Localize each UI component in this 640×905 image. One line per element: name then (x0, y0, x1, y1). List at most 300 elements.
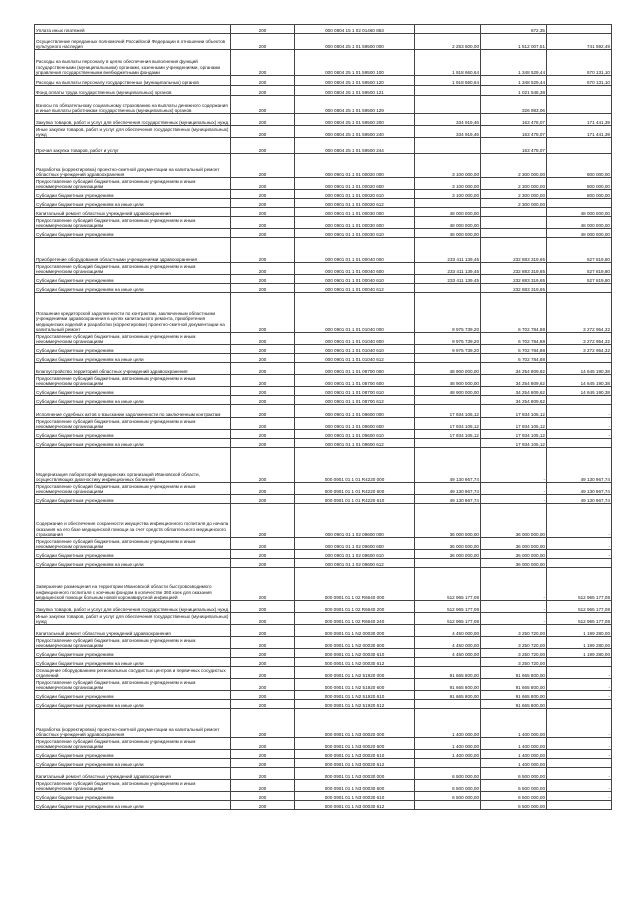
row-name-cell: Разработка (корректировка) проектно-сметной документации на капитальный ремонт областных учреждений здравоохранения (35, 709, 231, 738)
row-name-cell: Фонд оплаты труда государственных (муниципальных) органов (35, 86, 231, 96)
row-code-cell: 200 (231, 448, 295, 483)
row-executed-amount-cell: 326 983,06 (481, 96, 547, 114)
row-executed-amount-cell: - (481, 448, 547, 483)
row-unexecuted-amount-cell: 800 000,00 (547, 154, 612, 178)
row-approved-amount-cell (415, 354, 481, 363)
row-name-cell: Предоставление субсидий бюджетным, автономным учреждениям и иным некоммерческим организациям (35, 780, 231, 792)
row-classification-cell: 000 0901 01 1 01 R4220 000 (295, 448, 415, 483)
row-executed-amount-cell: 1 400 000,00 (481, 709, 547, 738)
row-approved-amount-cell: 233 411 139,45 (415, 275, 481, 284)
row-classification-cell: 000 0804 25 1 01 59500 121 (295, 86, 415, 96)
row-approved-amount-cell: 512 965 177,08 (415, 601, 481, 613)
row-code-cell: 200 (231, 229, 295, 238)
table-row (35, 568, 612, 601)
row-name-cell: Субсидии бюджетным учреждениям на иные цели (35, 199, 231, 208)
row-classification-cell: 000 0804 25 1 01 59500 244 (295, 138, 415, 154)
row-approved-amount-cell: 48 900 000,00 (415, 363, 481, 375)
row-classification-cell: 000 0901 01 1 01 00030 000 (295, 208, 415, 217)
table-row (35, 768, 612, 780)
row-code-cell: 200 (231, 550, 295, 559)
row-code-cell: 200 (231, 396, 295, 405)
row-name-cell: Расходы на выплаты персоналу в целях обеспечения выполнения функций государственными (муниципальными) органами, казенными учреждениями, органами управления государственными внебюджетными фондами (35, 50, 231, 76)
row-approved-amount-cell (415, 25, 481, 34)
table-row (35, 649, 612, 658)
row-name-cell: Предоставление субсидий бюджетным, автономным учреждениям и иным некоммерческим организациям (35, 538, 231, 550)
row-classification-cell: 000 0901 01 1 01 00030 600 (295, 217, 415, 229)
row-executed-amount-cell: 17 934 105,12 (481, 430, 547, 439)
row-code-cell: 200 (231, 709, 295, 738)
row-name-cell: Субсидии бюджетным учреждениям на иные цели (35, 759, 231, 768)
row-name-cell: Субсидии бюджетным учреждениям (35, 691, 231, 700)
row-unexecuted-amount-cell: - (547, 691, 612, 700)
row-executed-amount-cell: 1 348 529,44 (481, 76, 547, 86)
row-executed-amount-cell: 6 500 000,00 (481, 780, 547, 792)
table-row (35, 750, 612, 759)
row-classification-cell: 000 0901 01 1 N3 00020 610 (295, 750, 415, 759)
row-unexecuted-amount-cell: - (547, 538, 612, 550)
row-name-cell: Субсидии бюджетным учреждениям на иные цели (35, 284, 231, 293)
row-unexecuted-amount-cell: - (547, 430, 612, 439)
row-approved-amount-cell: 49 130 967,74 (415, 495, 481, 504)
row-unexecuted-amount-cell: - (547, 792, 612, 801)
row-code-cell: 200 (231, 568, 295, 601)
table-row (35, 700, 612, 709)
row-executed-amount-cell: 6 500 000,00 (481, 792, 547, 801)
row-classification-cell: 000 0901 01 1 N3 00020 000 (295, 709, 415, 738)
row-name-cell: Предоставление субсидий бюджетным, автономным учреждениям и иным некоммерческим организациям (35, 637, 231, 649)
row-name-cell: Субсидии бюджетным учреждениям на иные цели (35, 439, 231, 448)
row-code-cell: 200 (231, 96, 295, 114)
row-executed-amount-cell: 232 883 319,65 (481, 263, 547, 275)
row-classification-cell: 000 0901 01 1 01 09600 610 (295, 430, 415, 439)
row-unexecuted-amount-cell: - (547, 768, 612, 780)
row-executed-amount-cell: 1 021 546,38 (481, 86, 547, 96)
row-name-cell: Субсидии бюджетным учреждениям (35, 750, 231, 759)
table-row (35, 50, 612, 76)
row-classification-cell: 000 0901 01 1 01 01040 610 (295, 345, 415, 354)
row-classification-cell: 000 0804 15 1 02 01460 853 (295, 25, 415, 34)
row-approved-amount-cell: 3 100 000,00 (415, 154, 481, 178)
row-approved-amount-cell (415, 801, 481, 810)
row-executed-amount-cell: 1 400 000,00 (481, 750, 547, 759)
row-unexecuted-amount-cell (547, 25, 612, 34)
row-classification-cell: 000 0804 25 1 01 59500 129 (295, 96, 415, 114)
row-code-cell: 200 (231, 504, 295, 538)
row-name-cell: Разработка (корректировка) проектно-сметной документации на капитальный ремонт областных учреждений здравоохранения (35, 154, 231, 178)
row-name-cell: Субсидии бюджетным учреждениям (35, 387, 231, 396)
row-code-cell: 200 (231, 613, 295, 625)
row-name-cell: Уплата иных платежей (35, 25, 231, 34)
row-code-cell: 200 (231, 114, 295, 126)
row-approved-amount-cell: 512 965 177,08 (415, 613, 481, 625)
row-unexecuted-amount-cell: 14 645 190,38 (547, 375, 612, 387)
row-approved-amount-cell: 3 100 000,00 (415, 178, 481, 190)
row-name-cell: Предоставление субсидий бюджетным, автономным учреждениям и иным некоммерческим организациям (35, 375, 231, 387)
row-executed-amount-cell: 91 665 800,00 (481, 700, 547, 709)
row-classification-cell: 000 0804 25 1 01 59500 000 (295, 34, 415, 50)
row-classification-cell: 000 0901 01 1 01 R4220 610 (295, 495, 415, 504)
row-name-cell: Расходы на выплаты персоналу государственных (муниципальных) органов (35, 76, 231, 86)
row-executed-amount-cell: 6 500 000,00 (481, 801, 547, 810)
table-row (35, 439, 612, 448)
row-classification-cell: 000 0901 01 1 01 01040 000 (295, 293, 415, 333)
row-executed-amount-cell: 163 478,07 (481, 126, 547, 138)
row-classification-cell: 000 0901 01 1 N2 00030 000 (295, 625, 415, 637)
table-row (35, 34, 612, 50)
row-approved-amount-cell (415, 138, 481, 154)
row-classification-cell: 000 0901 01 1 02 R6640 200 (295, 601, 415, 613)
row-approved-amount-cell: 36 000 000,00 (415, 504, 481, 538)
row-name-cell: Предоставление субсидий бюджетным, автономным учреждениям и иным некоммерческим организациям (35, 679, 231, 691)
row-unexecuted-amount-cell (547, 284, 612, 293)
table-row (35, 430, 612, 439)
row-executed-amount-cell: 91 665 800,00 (481, 679, 547, 691)
row-code-cell: 200 (231, 199, 295, 208)
row-approved-amount-cell: 48 900 000,00 (415, 375, 481, 387)
row-classification-cell: 000 0901 01 1 01 00040 610 (295, 275, 415, 284)
row-executed-amount-cell: 3 250 720,00 (481, 625, 547, 637)
table-row (35, 354, 612, 363)
row-code-cell: 200 (231, 738, 295, 750)
row-code-cell: 200 (231, 217, 295, 229)
table-row (35, 538, 612, 550)
row-unexecuted-amount-cell: 49 130 967,74 (547, 448, 612, 483)
table-row (35, 375, 612, 387)
row-executed-amount-cell: 6 702 784,88 (481, 345, 547, 354)
row-unexecuted-amount-cell: 512 965 177,08 (547, 601, 612, 613)
row-code-cell: 200 (231, 25, 295, 34)
row-executed-amount-cell: 163 478,07 (481, 114, 547, 126)
row-unexecuted-amount-cell: 48 000 000,00 (547, 229, 612, 238)
row-executed-amount-cell: 17 934 105,12 (481, 405, 547, 418)
row-code-cell: 200 (231, 559, 295, 568)
row-classification-cell: 000 0901 01 1 02 09600 000 (295, 504, 415, 538)
row-code-cell: 200 (231, 483, 295, 495)
row-unexecuted-amount-cell: 527 819,80 (547, 275, 612, 284)
row-code-cell: 200 (231, 345, 295, 354)
row-executed-amount-cell (481, 217, 547, 229)
row-name-cell: Субсидии бюджетным учреждениям на иные цели (35, 354, 231, 363)
table-row (35, 396, 612, 405)
table-row (35, 691, 612, 700)
table-row (35, 114, 612, 126)
row-executed-amount-cell: - (481, 495, 547, 504)
table-row (35, 263, 612, 275)
row-approved-amount-cell: 1 918 660,64 (415, 50, 481, 76)
row-executed-amount-cell: 2 300 000,00 (481, 199, 547, 208)
table-row (35, 345, 612, 354)
row-name-cell: Закупка товаров, работ и услуг для обеспечения государственных (муниципальных) нужд (35, 601, 231, 613)
row-code-cell: 200 (231, 34, 295, 50)
table-row (35, 637, 612, 649)
row-classification-cell: 000 0901 01 1 N2 00030 612 (295, 658, 415, 667)
row-executed-amount-cell: 91 665 800,00 (481, 667, 547, 679)
table-row (35, 448, 612, 483)
row-executed-amount-cell: 1 400 000,00 (481, 738, 547, 750)
table-row (35, 550, 612, 559)
row-classification-cell: 000 0804 25 1 01 59500 100 (295, 50, 415, 76)
row-classification-cell: 000 0901 01 1 01 09600 600 (295, 418, 415, 430)
row-code-cell: 200 (231, 601, 295, 613)
row-unexecuted-amount-cell: 171 441,39 (547, 126, 612, 138)
row-executed-amount-cell: 2 300 000,00 (481, 178, 547, 190)
row-name-cell: Субсидии бюджетным учреждениям на иные цели (35, 700, 231, 709)
row-executed-amount-cell: - (481, 613, 547, 625)
table-row (35, 601, 612, 613)
row-approved-amount-cell: 9 975 739,20 (415, 333, 481, 345)
row-executed-amount-cell: 3 250 720,00 (481, 658, 547, 667)
row-executed-amount-cell: 232 883 319,65 (481, 284, 547, 293)
row-approved-amount-cell: 6 500 000,00 (415, 780, 481, 792)
table-row (35, 387, 612, 396)
row-name-cell: Предоставление субсидий бюджетным, автономным учреждениям и иным некоммерческим организациям (35, 263, 231, 275)
row-classification-cell: 000 0901 01 1 01 00040 600 (295, 263, 415, 275)
row-executed-amount-cell: 3 250 720,00 (481, 649, 547, 658)
table-row (35, 293, 612, 333)
table-row (35, 363, 612, 375)
table-row (35, 667, 612, 679)
row-classification-cell: 000 0901 01 1 01 01040 612 (295, 354, 415, 363)
row-approved-amount-cell: 4 450 000,00 (415, 637, 481, 649)
row-code-cell: 200 (231, 354, 295, 363)
table-row (35, 418, 612, 430)
table-row (35, 126, 612, 138)
row-code-cell: 200 (231, 154, 295, 178)
row-code-cell: 200 (231, 138, 295, 154)
row-unexecuted-amount-cell: 1 199 280,00 (547, 649, 612, 658)
row-classification-cell: 000 0804 25 1 01 59500 200 (295, 114, 415, 126)
row-unexecuted-amount-cell: 14 645 190,38 (547, 387, 612, 396)
table-row (35, 217, 612, 229)
row-approved-amount-cell (415, 559, 481, 568)
row-executed-amount-cell: 6 702 784,88 (481, 333, 547, 345)
row-approved-amount-cell (415, 759, 481, 768)
row-classification-cell: 000 0901 01 1 N2 00030 610 (295, 649, 415, 658)
row-unexecuted-amount-cell (547, 439, 612, 448)
row-name-cell: Осуществление переданных полномочий Российской Федерации в отношении объектов культурного наследия (35, 34, 231, 50)
table-row (35, 25, 612, 34)
table-row (35, 190, 612, 199)
row-unexecuted-amount-cell: 527 819,80 (547, 263, 612, 275)
row-name-cell: Субсидии бюджетным учреждениям на иные цели (35, 801, 231, 810)
row-code-cell: 200 (231, 405, 295, 418)
table-row (35, 96, 612, 114)
row-unexecuted-amount-cell (547, 138, 612, 154)
row-unexecuted-amount-cell: 1 199 280,00 (547, 625, 612, 637)
row-name-cell: Иные закупки товаров, работ и услуг для обеспечения государственных (муниципальных) нужд (35, 126, 231, 138)
row-name-cell: Закупка товаров, работ и услуг для обеспечения государственных (муниципальных) нужд (35, 114, 231, 126)
row-name-cell: Завершение размещения на территории Ивановской области быстровозводимого инфекционного госпиталя с коечным фондом в количестве 360 коек для оказания медицинской помощи больным новой коронавирусной инфекцией (35, 568, 231, 601)
table-body (35, 25, 612, 810)
row-executed-amount-cell: 91 665 800,00 (481, 691, 547, 700)
row-executed-amount-cell: 2 300 000,00 (481, 190, 547, 199)
row-approved-amount-cell (415, 199, 481, 208)
row-unexecuted-amount-cell (547, 354, 612, 363)
row-unexecuted-amount-cell (547, 199, 612, 208)
row-approved-amount-cell: 48 000 000,00 (415, 208, 481, 217)
row-code-cell: 200 (231, 691, 295, 700)
row-classification-cell: 000 0901 01 1 N3 00020 612 (295, 759, 415, 768)
row-name-cell: Приобретение оборудования областными учреждениями здравоохранения (35, 238, 231, 263)
row-unexecuted-amount-cell: 800 000,00 (547, 178, 612, 190)
row-classification-cell: 000 0901 01 1 N2 51920 600 (295, 679, 415, 691)
row-approved-amount-cell: 334 919,46 (415, 114, 481, 126)
row-unexecuted-amount-cell (547, 396, 612, 405)
row-approved-amount-cell: 48 000 000,00 (415, 229, 481, 238)
row-approved-amount-cell: 6 500 000,00 (415, 768, 481, 780)
row-code-cell: 200 (231, 759, 295, 768)
row-classification-cell: 000 0901 01 1 02 09600 610 (295, 550, 415, 559)
row-executed-amount-cell: 232 883 319,65 (481, 238, 547, 263)
row-code-cell: 200 (231, 439, 295, 448)
row-unexecuted-amount-cell: 800 000,00 (547, 190, 612, 199)
row-approved-amount-cell: 1 400 000,00 (415, 750, 481, 759)
row-approved-amount-cell: 512 965 177,08 (415, 568, 481, 601)
row-unexecuted-amount-cell (547, 801, 612, 810)
row-code-cell: 200 (231, 86, 295, 96)
row-unexecuted-amount-cell: 570 131,10 (547, 50, 612, 76)
row-unexecuted-amount-cell: - (547, 550, 612, 559)
row-code-cell: 200 (231, 208, 295, 217)
row-classification-cell: 000 0901 01 1 N2 51920 000 (295, 667, 415, 679)
row-executed-amount-cell (481, 229, 547, 238)
row-executed-amount-cell: 17 934 105,12 (481, 418, 547, 430)
row-executed-amount-cell: 672,35 (481, 25, 547, 34)
table-row (35, 559, 612, 568)
row-executed-amount-cell: 36 000 000,00 (481, 559, 547, 568)
row-code-cell: 200 (231, 363, 295, 375)
row-approved-amount-cell: 3 100 000,00 (415, 190, 481, 199)
row-classification-cell: 000 0901 01 1 01 08700 000 (295, 363, 415, 375)
row-code-cell: 200 (231, 275, 295, 284)
table-row (35, 238, 612, 263)
row-classification-cell: 000 0901 01 1 N3 00030 612 (295, 801, 415, 810)
row-unexecuted-amount-cell: 171 441,39 (547, 114, 612, 126)
row-classification-cell: 000 0901 01 1 N2 51920 610 (295, 691, 415, 700)
table-row (35, 495, 612, 504)
table-row (35, 504, 612, 538)
row-classification-cell: 000 0901 01 1 N3 00030 610 (295, 792, 415, 801)
row-approved-amount-cell: 36 000 000,00 (415, 550, 481, 559)
row-name-cell: Иные закупки товаров, работ и услуг для обеспечения государственных (муниципальных) нужд (35, 613, 231, 625)
table-row (35, 208, 612, 217)
row-unexecuted-amount-cell: 49 130 967,74 (547, 483, 612, 495)
row-code-cell: 200 (231, 768, 295, 780)
row-approved-amount-cell: 233 411 139,45 (415, 238, 481, 263)
row-approved-amount-cell: 233 411 139,45 (415, 263, 481, 275)
row-classification-cell: 000 0901 01 1 01 00020 600 (295, 178, 415, 190)
row-unexecuted-amount-cell: 3 272 954,32 (547, 345, 612, 354)
row-unexecuted-amount-cell (547, 658, 612, 667)
row-approved-amount-cell (415, 439, 481, 448)
row-executed-amount-cell: 34 254 809,62 (481, 396, 547, 405)
row-unexecuted-amount-cell: 3 272 954,32 (547, 293, 612, 333)
table-row (35, 86, 612, 96)
row-unexecuted-amount-cell: - (547, 504, 612, 538)
row-name-cell: Субсидии бюджетным учреждениям на иные цели (35, 559, 231, 568)
row-name-cell: Предоставление субсидий бюджетным, автономным учреждениям и иным некоммерческим организациям (35, 178, 231, 190)
row-unexecuted-amount-cell: 512 965 177,08 (547, 613, 612, 625)
row-classification-cell: 000 0901 01 1 02 09600 612 (295, 559, 415, 568)
row-name-cell: Субсидии бюджетным учреждениям (35, 190, 231, 199)
row-classification-cell: 000 0804 25 1 01 59500 240 (295, 126, 415, 138)
row-unexecuted-amount-cell: 1 199 280,00 (547, 637, 612, 649)
row-name-cell: Капитальный ремонт областных учреждений здравоохранения (35, 768, 231, 780)
row-code-cell: 200 (231, 50, 295, 76)
row-name-cell: Субсидии бюджетным учреждениям (35, 229, 231, 238)
row-executed-amount-cell: 6 702 784,88 (481, 293, 547, 333)
row-code-cell: 200 (231, 387, 295, 396)
row-approved-amount-cell: 9 975 739,20 (415, 345, 481, 354)
row-code-cell: 200 (231, 126, 295, 138)
row-approved-amount-cell: 2 253 600,00 (415, 34, 481, 50)
row-unexecuted-amount-cell (547, 86, 612, 96)
row-code-cell: 200 (231, 792, 295, 801)
row-approved-amount-cell: 91 665 800,00 (415, 667, 481, 679)
row-approved-amount-cell: 91 665 800,00 (415, 691, 481, 700)
row-classification-cell: 000 0901 01 1 01 01040 600 (295, 333, 415, 345)
row-classification-cell: 000 0901 01 1 N3 00030 600 (295, 780, 415, 792)
table-row (35, 792, 612, 801)
row-executed-amount-cell: 36 000 000,00 (481, 504, 547, 538)
row-code-cell: 200 (231, 333, 295, 345)
row-name-cell: Предоставление субсидий бюджетным, автономным учреждениям и иным некоммерческим организациям (35, 217, 231, 229)
row-executed-amount-cell: - (481, 601, 547, 613)
row-unexecuted-amount-cell: 741 592,49 (547, 34, 612, 50)
row-classification-cell: 000 0901 01 1 N2 00030 600 (295, 637, 415, 649)
row-classification-cell: 000 0901 01 1 01 00030 610 (295, 229, 415, 238)
row-code-cell: 200 (231, 679, 295, 691)
row-approved-amount-cell: 4 450 000,00 (415, 649, 481, 658)
row-classification-cell: 000 0804 25 1 01 59500 120 (295, 76, 415, 86)
row-unexecuted-amount-cell: - (547, 405, 612, 418)
row-name-cell: Прочая закупка товаров, работ и услуг (35, 138, 231, 154)
row-unexecuted-amount-cell: - (547, 750, 612, 759)
row-executed-amount-cell: - (481, 568, 547, 601)
row-unexecuted-amount-cell: 527 819,80 (547, 238, 612, 263)
table-row (35, 709, 612, 738)
table-row (35, 759, 612, 768)
row-classification-cell: 000 0901 01 1 01 00040 612 (295, 284, 415, 293)
row-unexecuted-amount-cell: 48 000 000,00 (547, 208, 612, 217)
row-executed-amount-cell: 3 250 720,00 (481, 637, 547, 649)
row-name-cell: Оснащение оборудованием региональных сосудистых центров и первичных сосудистых отделений (35, 667, 231, 679)
table-row (35, 229, 612, 238)
row-approved-amount-cell: 36 000 000,00 (415, 538, 481, 550)
row-classification-cell: 000 0901 01 1 01 00020 000 (295, 154, 415, 178)
row-executed-amount-cell: - (481, 483, 547, 495)
row-code-cell: 200 (231, 750, 295, 759)
row-code-cell: 200 (231, 178, 295, 190)
row-code-cell: 200 (231, 263, 295, 275)
table-row (35, 801, 612, 810)
row-executed-amount-cell: 6 702 784,88 (481, 354, 547, 363)
row-code-cell: 200 (231, 375, 295, 387)
row-name-cell: Предоставление субсидий бюджетным, автономным учреждениям и иным некоммерческим организациям (35, 418, 231, 430)
row-name-cell: Содержание и обеспечение сохранности имущества инфекционного госпиталя до начала оказания на его базе медицинской помощи за счет средств обязательного медицинского страхования (35, 504, 231, 538)
row-unexecuted-amount-cell: 570 131,10 (547, 76, 612, 86)
budget-execution-table (34, 24, 612, 810)
row-unexecuted-amount-cell: - (547, 780, 612, 792)
table-row (35, 738, 612, 750)
row-executed-amount-cell: 34 254 809,62 (481, 375, 547, 387)
row-name-cell: Благоустройство территорий областных учреждений здравоохранения (35, 363, 231, 375)
row-approved-amount-cell: 1 400 000,00 (415, 738, 481, 750)
row-code-cell: 200 (231, 538, 295, 550)
table-row (35, 625, 612, 637)
row-classification-cell: 000 0901 01 1 01 09600 612 (295, 439, 415, 448)
row-name-cell: Субсидии бюджетным учреждениям (35, 430, 231, 439)
